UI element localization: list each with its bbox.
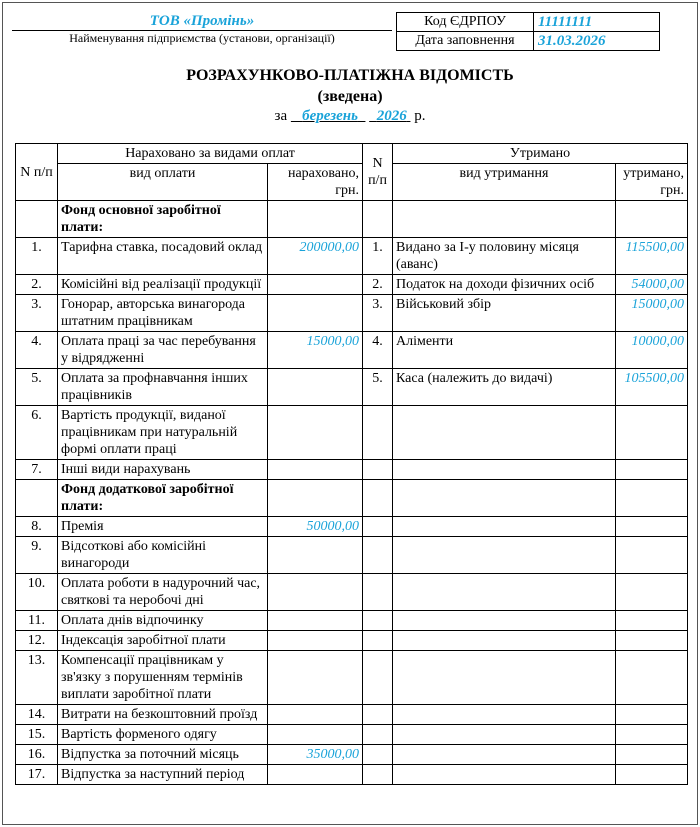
pay-type-cell: Витрати на безкоштовний проїзд <box>58 705 268 725</box>
withheld-amount-cell <box>616 574 688 611</box>
table-row <box>16 611 688 631</box>
withhold-type-cell: Видано за I-у половину місяця (аванс) <box>393 238 616 275</box>
withhold-number <box>363 765 393 785</box>
period-year: 2026 <box>376 108 407 124</box>
pay-type-cell: Вартість форменого одягу <box>58 725 268 745</box>
table-row <box>16 480 688 517</box>
table-row <box>16 725 688 745</box>
row-number: 6. <box>16 406 58 460</box>
header-num-withheld: N п/п <box>363 144 393 201</box>
row-number: 13. <box>16 651 58 705</box>
withhold-number <box>363 460 393 480</box>
withhold-number <box>363 406 393 460</box>
row-number: 2. <box>16 275 58 295</box>
pay-type-cell: Відпустка за поточний місяць <box>58 745 268 765</box>
accrued-amount-cell <box>268 705 363 725</box>
pay-type-cell: Відпустка за наступний період <box>58 765 268 785</box>
pay-type-cell: Премія <box>58 517 268 537</box>
period-prefix: за <box>274 108 288 124</box>
payroll-table <box>15 143 688 785</box>
row-number: 3. <box>16 295 58 332</box>
org-caption: Найменування підприємства (установи, організації) <box>69 31 335 45</box>
withhold-type-cell <box>393 651 616 705</box>
withhold-number <box>363 611 393 631</box>
pay-type-cell: Фонд додаткової заробітної плати: <box>58 480 268 517</box>
accrued-amount-cell: 200000,00 <box>268 238 363 275</box>
withhold-type-cell <box>393 725 616 745</box>
withhold-type-cell <box>393 765 616 785</box>
accrued-amount-cell: 35000,00 <box>268 745 363 765</box>
row-number: 9. <box>16 537 58 574</box>
pay-type-cell: Оплата за профнавчання інших працівників <box>58 369 268 406</box>
table-row <box>16 574 688 611</box>
pay-type-cell: Компенсації працівникам у зв'язку з порушенням термінів виплати заробітної плати <box>58 651 268 705</box>
withhold-number <box>363 725 393 745</box>
table-row <box>16 332 688 369</box>
period-month: березень <box>302 108 358 124</box>
accrued-amount-cell <box>268 295 363 332</box>
header-pay-type: вид оплати <box>58 164 268 201</box>
withhold-type-cell: Податок на доходи фізичних осіб <box>393 275 616 295</box>
withhold-number <box>363 537 393 574</box>
edrpou-value: 11111111 <box>534 13 660 32</box>
withhold-type-cell <box>393 406 616 460</box>
codes-table <box>396 12 660 51</box>
withheld-amount-cell <box>616 406 688 460</box>
accrued-amount-cell <box>268 201 363 238</box>
accrued-amount-cell <box>268 611 363 631</box>
accrued-amount-cell <box>268 574 363 611</box>
accrued-amount-cell <box>268 631 363 651</box>
withheld-amount-cell <box>616 201 688 238</box>
row-number: 11. <box>16 611 58 631</box>
row-number: 8. <box>16 517 58 537</box>
withheld-amount-cell <box>616 537 688 574</box>
pay-type-cell: Оплата роботи в надурочний час, святкові та неробочі дні <box>58 574 268 611</box>
withhold-type-cell <box>393 537 616 574</box>
accrued-amount-cell: 50000,00 <box>268 517 363 537</box>
withheld-amount-cell: 105500,00 <box>616 369 688 406</box>
withheld-amount-cell <box>616 517 688 537</box>
row-number: 7. <box>16 460 58 480</box>
withhold-number <box>363 745 393 765</box>
header-num: N п/п <box>16 144 58 201</box>
period-line <box>0 107 700 125</box>
withhold-number <box>363 201 393 238</box>
row-number: 5. <box>16 369 58 406</box>
pay-type-cell: Тарифна ставка, посадовий оклад <box>58 238 268 275</box>
accrued-amount-cell <box>268 406 363 460</box>
date-label: Дата заповнення <box>397 32 534 51</box>
withheld-amount-cell <box>616 611 688 631</box>
withhold-type-cell <box>393 460 616 480</box>
pay-type-cell: Фонд основної заробітної плати: <box>58 201 268 238</box>
edrpou-label: Код ЄДРПОУ <box>397 13 534 32</box>
pay-type-cell: Оплата днів відпочинку <box>58 611 268 631</box>
pay-type-cell: Гонорар, авторська винагорода штатним працівникам <box>58 295 268 332</box>
row-number: 1. <box>16 238 58 275</box>
withhold-type-cell <box>393 574 616 611</box>
row-number: 10. <box>16 574 58 611</box>
accrued-amount-cell <box>268 651 363 705</box>
withheld-amount-cell <box>616 705 688 725</box>
date-value: 31.03.2026 <box>534 32 660 51</box>
row-number: 16. <box>16 745 58 765</box>
withhold-type-cell <box>393 705 616 725</box>
table-row <box>16 406 688 460</box>
table-row <box>16 295 688 332</box>
pay-type-cell: Комісійні від реалізації продукції <box>58 275 268 295</box>
document-subtitle: (зведена) <box>317 88 383 105</box>
withhold-number: 1. <box>363 238 393 275</box>
withheld-amount-cell <box>616 765 688 785</box>
row-number <box>16 201 58 238</box>
pay-type-cell: Оплата праці за час перебування у відрядженні <box>58 332 268 369</box>
accrued-amount-cell <box>268 369 363 406</box>
row-number: 15. <box>16 725 58 745</box>
pay-type-cell: Вартість продукції, виданої працівникам при натуральній формі оплати праці <box>58 406 268 460</box>
table-row <box>16 705 688 725</box>
row-number: 17. <box>16 765 58 785</box>
withhold-type-cell <box>393 611 616 631</box>
header-withheld: Утримано <box>393 144 688 164</box>
withhold-number <box>363 517 393 537</box>
withheld-amount-cell <box>616 745 688 765</box>
table-row <box>16 765 688 785</box>
withhold-type-cell <box>393 631 616 651</box>
accrued-amount-cell <box>268 537 363 574</box>
header-accrued: Нараховано за видами оплат <box>58 144 363 164</box>
table-row <box>16 537 688 574</box>
withheld-amount-cell <box>616 460 688 480</box>
withhold-number: 5. <box>363 369 393 406</box>
withheld-amount-cell: 54000,00 <box>616 275 688 295</box>
withhold-number <box>363 705 393 725</box>
withhold-number: 2. <box>363 275 393 295</box>
withheld-amount-cell <box>616 631 688 651</box>
row-number: 14. <box>16 705 58 725</box>
withheld-amount-cell <box>616 480 688 517</box>
withhold-type-cell: Військовий збір <box>393 295 616 332</box>
withheld-amount-cell: 15000,00 <box>616 295 688 332</box>
accrued-amount-cell <box>268 725 363 745</box>
withheld-amount-cell: 115500,00 <box>616 238 688 275</box>
table-row <box>16 201 688 238</box>
withhold-number: 3. <box>363 295 393 332</box>
pay-type-cell: Відсоткові або комісійні винагороди <box>58 537 268 574</box>
org-name: ТОВ «Промінь» <box>12 12 392 31</box>
row-number: 4. <box>16 332 58 369</box>
withhold-type-cell: Каса (належить до видачі) <box>393 369 616 406</box>
document-title: РОЗРАХУНКОВО-ПЛАТІЖНА ВІДОМІСТЬ <box>186 67 514 84</box>
withheld-amount-cell <box>616 725 688 745</box>
header-withhold-type: вид утримання <box>393 164 616 201</box>
withhold-number <box>363 480 393 517</box>
withhold-type-cell <box>393 480 616 517</box>
withhold-type-cell <box>393 201 616 238</box>
pay-type-cell: Інші види нарахувань <box>58 460 268 480</box>
row-number <box>16 480 58 517</box>
header-withheld-amount: утримано, грн. <box>616 164 688 201</box>
accrued-amount-cell <box>268 275 363 295</box>
withhold-number <box>363 631 393 651</box>
table-row <box>16 745 688 765</box>
withhold-number <box>363 651 393 705</box>
table-row <box>16 517 688 537</box>
table-row <box>16 651 688 705</box>
table-row <box>16 238 688 275</box>
accrued-amount-cell <box>268 765 363 785</box>
withhold-number: 4. <box>363 332 393 369</box>
accrued-amount-cell <box>268 480 363 517</box>
withheld-amount-cell <box>616 651 688 705</box>
table-row <box>16 631 688 651</box>
period-suffix: р. <box>414 108 426 124</box>
accrued-amount-cell: 15000,00 <box>268 332 363 369</box>
withheld-amount-cell: 10000,00 <box>616 332 688 369</box>
table-row <box>16 275 688 295</box>
accrued-amount-cell <box>268 460 363 480</box>
row-number: 12. <box>16 631 58 651</box>
withhold-type-cell <box>393 517 616 537</box>
withhold-type-cell: Аліменти <box>393 332 616 369</box>
header-accrued-amount: нараховано, грн. <box>268 164 363 201</box>
table-row <box>16 460 688 480</box>
withhold-type-cell <box>393 745 616 765</box>
table-row <box>16 369 688 406</box>
pay-type-cell: Індексація заробітної плати <box>58 631 268 651</box>
withhold-number <box>363 574 393 611</box>
